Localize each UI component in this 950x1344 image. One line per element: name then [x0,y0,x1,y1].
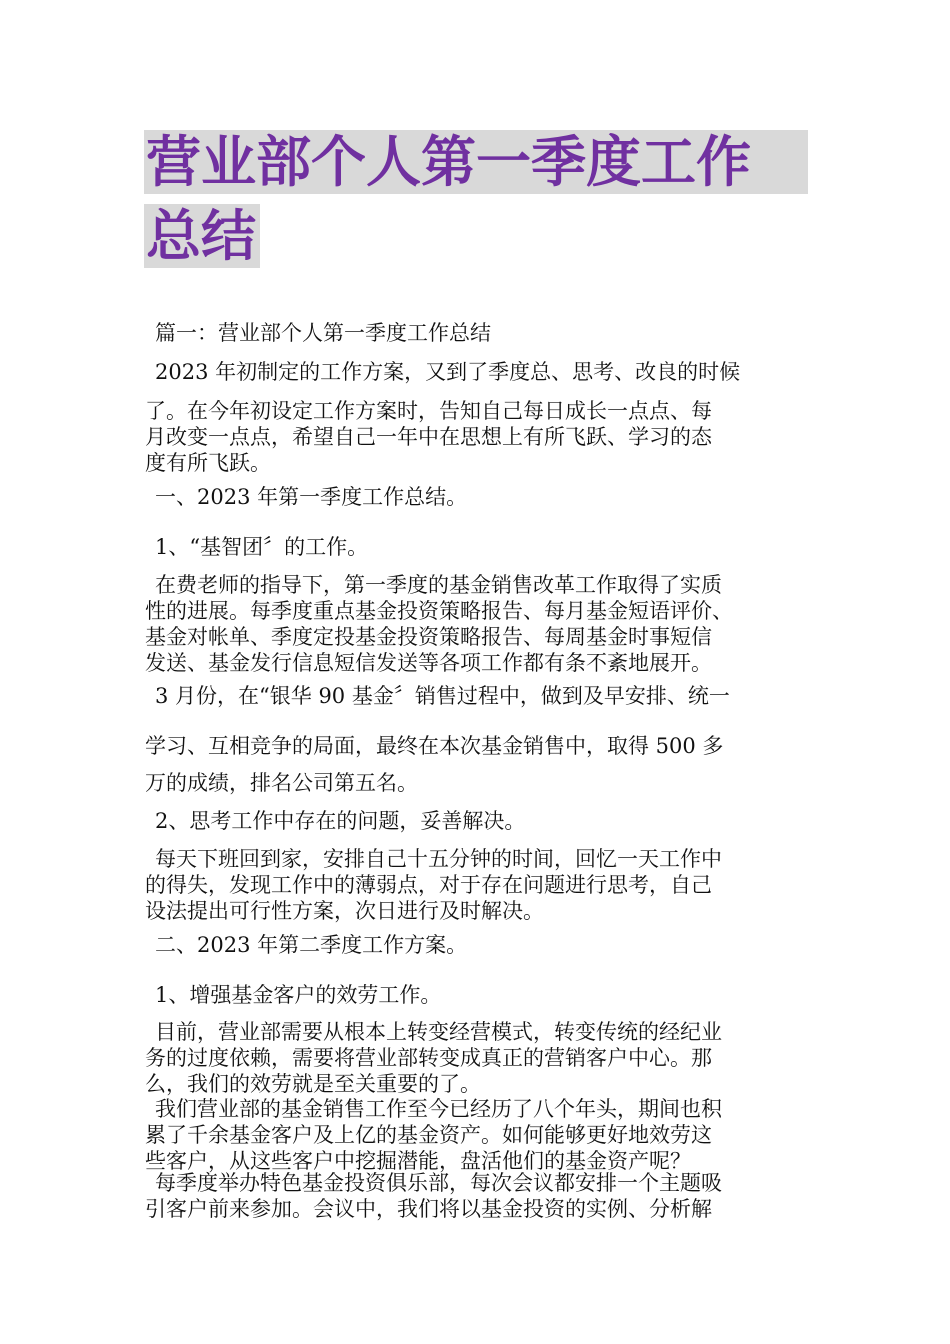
text-line: 2、思考工作中存在的问题，妥善解决。 [155,809,526,833]
paragraph [145,1170,807,1222]
paragraph [145,1096,807,1174]
document-title-line-2: 总结 [144,204,260,268]
text-line: 目前，营业部需要从根本上转变经营模式，转变传统的经纪业 [155,1020,722,1044]
text-line: 累了千余基金客户及上亿的基金资产。如何能够更好地效劳这 [145,1123,712,1147]
text-line: 3 月份，在“银华 90 基金〞销售过程中，做到及早安排、统一 [155,684,730,708]
text-line: 发送、基金发行信息短信发送等各项工作都有条不紊地展开。 [145,651,712,675]
section-heading [145,484,807,510]
subsection-heading [145,808,807,834]
text-line: 1、增强基金客户的效劳工作。 [155,983,442,1007]
text-line: 务的过度依赖，需要将营业部转变成真正的营销客户中心。那 [145,1046,712,1070]
text-line: 万的成绩，排名公司第五名。 [145,771,418,795]
text-line: 2023 年初制定的工作方案，又到了季度总、思考、改良的时候 [155,360,741,384]
text-line: 月改变一点点，希望自己一年中在思想上有所飞跃、学习的态 [145,425,712,449]
text-line: 引客户前来参加。会议中，我们将以基金投资的实例、分析解 [145,1197,712,1221]
text-line: 的得失，发现工作中的薄弱点，对于存在问题进行思考，自己 [145,873,712,897]
subsection-heading [145,982,807,1008]
text-line: 性的进展。每季度重点基金投资策略报告、每月基金短语评价、 [145,599,733,623]
section-heading [145,932,807,958]
text-line: 我们营业部的基金销售工作至今已经历了八个年头，期间也积 [155,1097,722,1121]
subsection-heading [145,534,807,560]
document-title-line-1: 营业部个人第一季度工作 [144,130,808,194]
text-line: 基金对帐单、季度定投基金投资策略报告、每周基金时事短信 [145,625,712,649]
text-line: 二、2023 年第二季度工作方案。 [155,933,468,957]
text-line: 一、2023 年第一季度工作总结。 [155,485,468,509]
paragraph [145,770,807,796]
text-line: 在费老师的指导下，第一季度的基金销售改革工作取得了实质 [155,573,722,597]
paragraph [145,1019,807,1097]
paragraph [145,572,807,676]
text-line: 1、“基智团〞的工作。 [155,535,369,559]
paragraph [145,846,807,924]
text-line: 每季度举办特色基金投资俱乐部，每次会议都安排一个主题吸 [155,1171,722,1195]
text-line: 么，我们的效劳就是至关重要的了。 [145,1072,481,1096]
text-line: 每天下班回到家，安排自己十五分钟的时间，回忆一天工作中 [155,847,722,871]
paragraph [145,683,807,709]
paragraph-heading-part-one [145,320,807,346]
text-line: 了。在今年初设定工作方案时，告知自己每日成长一点点、每 [145,399,712,423]
text-line: 篇一：营业部个人第一季度工作总结 [155,321,491,345]
paragraph [145,398,807,476]
text-line: 设法提出可行性方案，次日进行及时解决。 [145,899,544,923]
paragraph [145,359,807,385]
text-line: 些客户，从这些客户中挖掘潜能，盘活他们的基金资产呢？ [145,1149,691,1173]
text-line: 度有所飞跃。 [145,451,271,475]
paragraph [145,733,807,759]
text-line: 学习、互相竞争的局面，最终在本次基金销售中，取得 500 多 [145,734,724,758]
